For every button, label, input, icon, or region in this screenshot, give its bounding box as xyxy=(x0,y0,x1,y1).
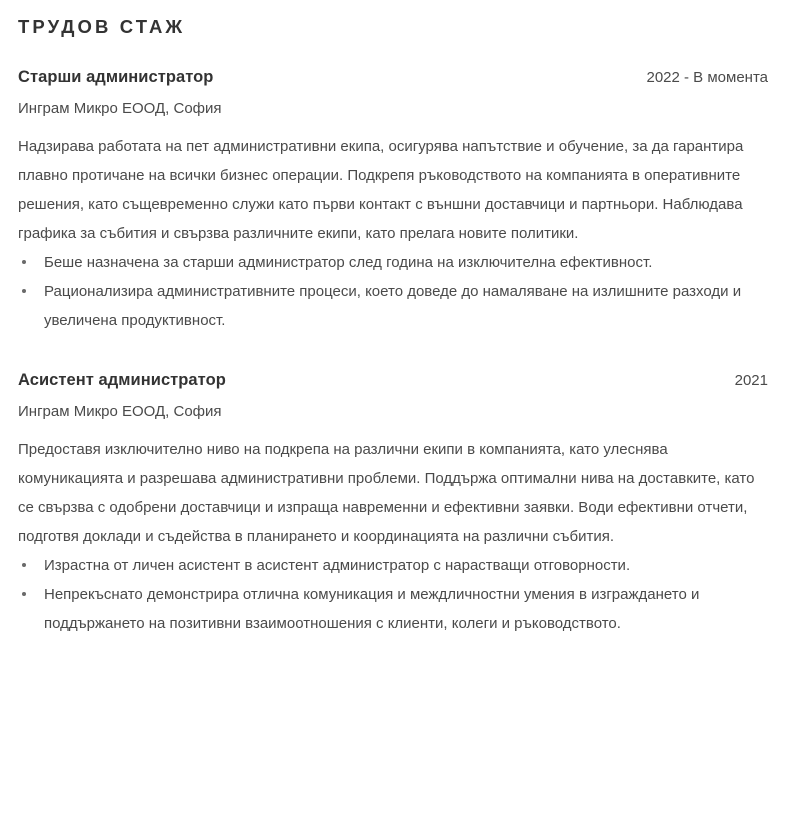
job-title: Старши администратор xyxy=(18,68,214,86)
job-summary-paragraph: Надзирава работата на пет административни екипа, осигурява напътствие и обучение, за да гарантира плавно протичане на всички бизнес операции. Подкрепя ръководството на компанията в оперативните решения, като същевременно служи като първи контакт с външни доставчици и партньори. Наблюдава графика за събития и свързва различните екипи, като прелага новите политики. xyxy=(18,138,744,242)
job-headline xyxy=(18,65,768,90)
bullet-dot-icon xyxy=(22,563,26,567)
job-company-location: Инграм Микро ЕООД, София xyxy=(18,100,222,117)
list-item-text: Беше назначена за старши администратор след година на изключителна ефективност. xyxy=(44,254,653,271)
list-item-text: Непрекъснато демонстрира отлична комуникация и междличностни умения в изграждането и поддържането на позитивни взаимоотношения с клиенти, колеги и ръководството. xyxy=(44,586,700,632)
job-achievements-list xyxy=(18,551,770,638)
job-date-range: 2021 xyxy=(734,372,768,389)
list-item xyxy=(18,248,770,277)
job-title: Асистент администратор xyxy=(18,371,226,389)
bullet-dot-icon xyxy=(22,592,26,596)
job-summary-paragraph: Предоставя изключително ниво на подкрепа на различни екипи в компанията, като улеснява комуникацията и разрешава административни проблеми. Поддържа оптимални нива на доставките, като се свързва с одобрени доставчици и изпраща навременни и ефективни заявки. Води ефективни отчети, подготвя доклади и съдейства в планирането и координацията на различни събития. xyxy=(18,441,755,545)
job-entry xyxy=(18,40,768,335)
job-headline xyxy=(18,368,768,393)
job-date-range: 2022 - В момента xyxy=(646,69,768,86)
job-company-location: Инграм Микро ЕООД, София xyxy=(18,403,222,420)
bullet-dot-icon xyxy=(22,289,26,293)
list-item-text: Рационализира административните процеси, което доведе до намаляване на излишните разходи и увеличена продуктивност. xyxy=(44,283,742,329)
list-item xyxy=(18,551,770,580)
bullet-dot-icon xyxy=(22,260,26,264)
list-item xyxy=(18,277,770,335)
job-achievements-list xyxy=(18,248,770,335)
list-item xyxy=(18,580,770,638)
job-entry xyxy=(18,335,768,638)
list-item-text: Израстна от личен асистент в асистент администратор с нарастващи отговорности. xyxy=(44,557,631,574)
section-heading-work-experience: ТРУДОВ СТАЖ xyxy=(18,16,186,37)
